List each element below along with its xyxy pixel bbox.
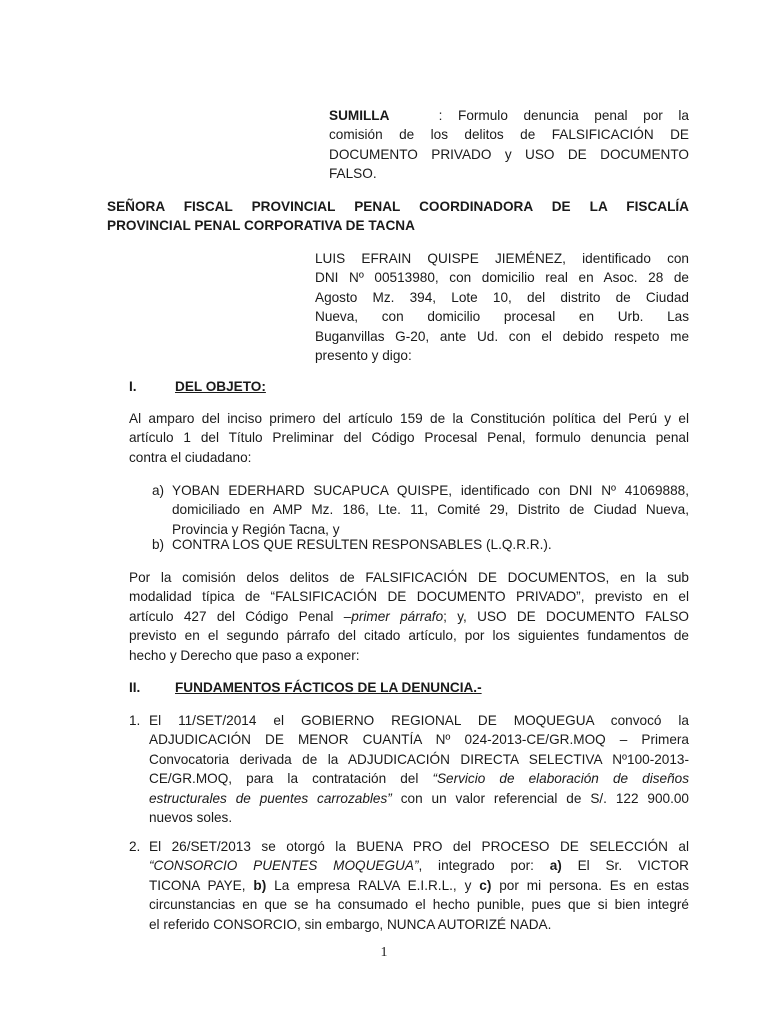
intro-line-4: Nueva, con domicilio procesal en Urb. Las bbox=[315, 309, 689, 325]
section-1-title: DEL OBJETO: bbox=[175, 379, 266, 394]
s1p1-line-3: contra el ciudadano: bbox=[129, 449, 252, 465]
item-2-line-2d: El Sr. VICTOR bbox=[561, 858, 689, 874]
item-a-line-1: YOBAN EDERHARD SUCAPUCA QUISPE, identificado con DNI Nº 41069888, bbox=[172, 483, 689, 498]
section-1-heading bbox=[129, 377, 266, 396]
item-a-line-3: Provincia y Región Tacna, y bbox=[172, 521, 340, 537]
addressee-heading bbox=[107, 197, 689, 236]
addressee-line-1: SEÑORA FISCAL PROVINCIAL PENAL COORDINADORA DE LA FISCALÍA bbox=[107, 199, 689, 214]
s1p2-line-1: Por la comisión delos delitos de FALSIFICACIÓN DE DOCUMENTOS, en la sub bbox=[129, 570, 689, 585]
item-1-line-6: nuevos soles. bbox=[149, 810, 233, 826]
item-2-line-2-bold-a: a) bbox=[549, 858, 562, 874]
s1p1-line-1: Al amparo del inciso primero del artículo 159 de la Constitución política del Perú y el bbox=[129, 411, 689, 426]
item-2-line-3e: por mi persona. Es en estas bbox=[491, 877, 690, 893]
s1p2-line-3a: artículo 427 del Código Penal – bbox=[129, 608, 352, 624]
item-1-line-4-italic: “Servicio de elaboración de diseños bbox=[432, 771, 689, 787]
sumilla-separator: : bbox=[438, 108, 443, 123]
intro-line-6: presento y digo: bbox=[315, 348, 412, 364]
sumilla-label: SUMILLA bbox=[329, 108, 390, 123]
item-1-line-3: Convocatoria derivada de la ADJUDICACIÓN DIRECTA SELECTIVA Nº100-2013- bbox=[149, 751, 689, 767]
section-2-number: II. bbox=[129, 680, 141, 695]
list-marker-1: 1. bbox=[129, 713, 141, 728]
sumilla-line-1: Formulo denuncia penal por la bbox=[458, 108, 689, 123]
section-1-paragraph-1 bbox=[129, 409, 689, 467]
list-marker-2: 2. bbox=[129, 839, 141, 854]
list-marker-b: b) bbox=[152, 537, 165, 552]
item-1-line-1: El 11/SET/2014 el GOBIERNO REGIONAL DE MOQUEGUA convocó la bbox=[149, 713, 689, 728]
item-2-line-3-bold-c: c) bbox=[479, 877, 492, 893]
sumilla-line-2: comisión de los delitos de FALSIFICACIÓN DE bbox=[329, 127, 689, 143]
item-a-line-2: domiciliado en AMP Mz. 186, Lte. 11, Comité 29, Distrito de Ciudad Nueva, bbox=[172, 502, 689, 518]
list-item bbox=[129, 837, 689, 934]
sumilla-block bbox=[329, 106, 689, 184]
sumilla-line-3: DOCUMENTO PRIVADO y USO DE DOCUMENTO bbox=[329, 146, 689, 162]
s1p2-line-3c: ; y, USO DE DOCUMENTO FALSO bbox=[443, 608, 689, 624]
item-1-line-2: ADJUDICACIÓN DE MENOR CUANTÍA Nº 024-2013-CE/GR.MOQ – Primera bbox=[149, 732, 689, 748]
intro-block bbox=[315, 249, 689, 365]
item-b-line-1: CONTRA LOS QUE RESULTEN RESPONSABLES (L.Q.R.R.). bbox=[172, 537, 552, 552]
item-2-line-3-bold-b: b) bbox=[253, 877, 267, 893]
list-item bbox=[152, 535, 689, 554]
item-2-line-5: el referido CONSORCIO, sin embargo, NUNCA AUTORIZÉ NADA. bbox=[149, 916, 552, 932]
intro-line-2: DNI Nº 00513980, con domicilio real en Asoc. 28 de bbox=[315, 270, 689, 286]
item-2-line-1: El 26/SET/2013 se otorgó la BUENA PRO del PROCESO DE SELECCIÓN al bbox=[149, 839, 689, 854]
item-2-line-2b: , integrado por: bbox=[418, 858, 550, 874]
s1p1-line-2: artículo 1 del Título Preliminar del Código Procesal Penal, formulo denuncia penal bbox=[129, 430, 689, 446]
list-marker-a: a) bbox=[152, 483, 165, 498]
section-2-heading bbox=[129, 678, 482, 697]
item-2-line-3a: TICONA PAYE, bbox=[149, 877, 254, 893]
item-2-line-4: circunstancias en que se ha consumado el hecho punible, pues que si bien integré bbox=[149, 897, 689, 913]
item-1-line-5-italic: estructurales de puentes carrozables” bbox=[149, 790, 392, 806]
intro-line-5: Buganvillas G-20, ante Ud. con el debido respeto me bbox=[315, 328, 689, 344]
list-item bbox=[129, 711, 689, 827]
s1p2-line-5: hecho y Derecho que paso a exponer: bbox=[129, 647, 360, 663]
s1p2-line-2: modalidad típica de “FALSIFICACIÓN DE DOCUMENTO PRIVADO”, previsto en el bbox=[129, 589, 689, 605]
sumilla-line-4: FALSO. bbox=[329, 166, 377, 182]
item-1-line-4a: CE/GR.MOQ, para la contratación del bbox=[149, 771, 419, 787]
s1p2-line-3-italic: primer párrafo bbox=[351, 608, 444, 624]
item-1-line-5b: con un valor referencial de S/. 122 900.00 bbox=[391, 790, 689, 806]
section-2-title: FUNDAMENTOS FÁCTICOS DE LA DENUNCIA.- bbox=[175, 680, 482, 695]
intro-line-3: Agosto Mz. 394, Lote 10, del distrito de Ciudad bbox=[315, 289, 689, 305]
addressee-line-2: PROVINCIAL PENAL CORPORATIVA DE TACNA bbox=[107, 218, 415, 234]
intro-line-1: LUIS EFRAIN QUISPE JIEMÉNEZ, identificado con bbox=[315, 251, 689, 266]
item-2-line-2-italic: “CONSORCIO PUENTES MOQUEGUA” bbox=[149, 858, 419, 874]
section-1-number: I. bbox=[129, 379, 137, 394]
s1p2-line-4: previsto en el segundo párrafo del citado artículo, por los siguientes fundamentos de bbox=[129, 628, 689, 644]
section-1-paragraph-2 bbox=[129, 568, 689, 665]
page-number: 1 bbox=[380, 945, 388, 960]
item-2-line-3c: La empresa RALVA E.I.R.L., y bbox=[266, 877, 480, 893]
list-item bbox=[152, 481, 689, 539]
